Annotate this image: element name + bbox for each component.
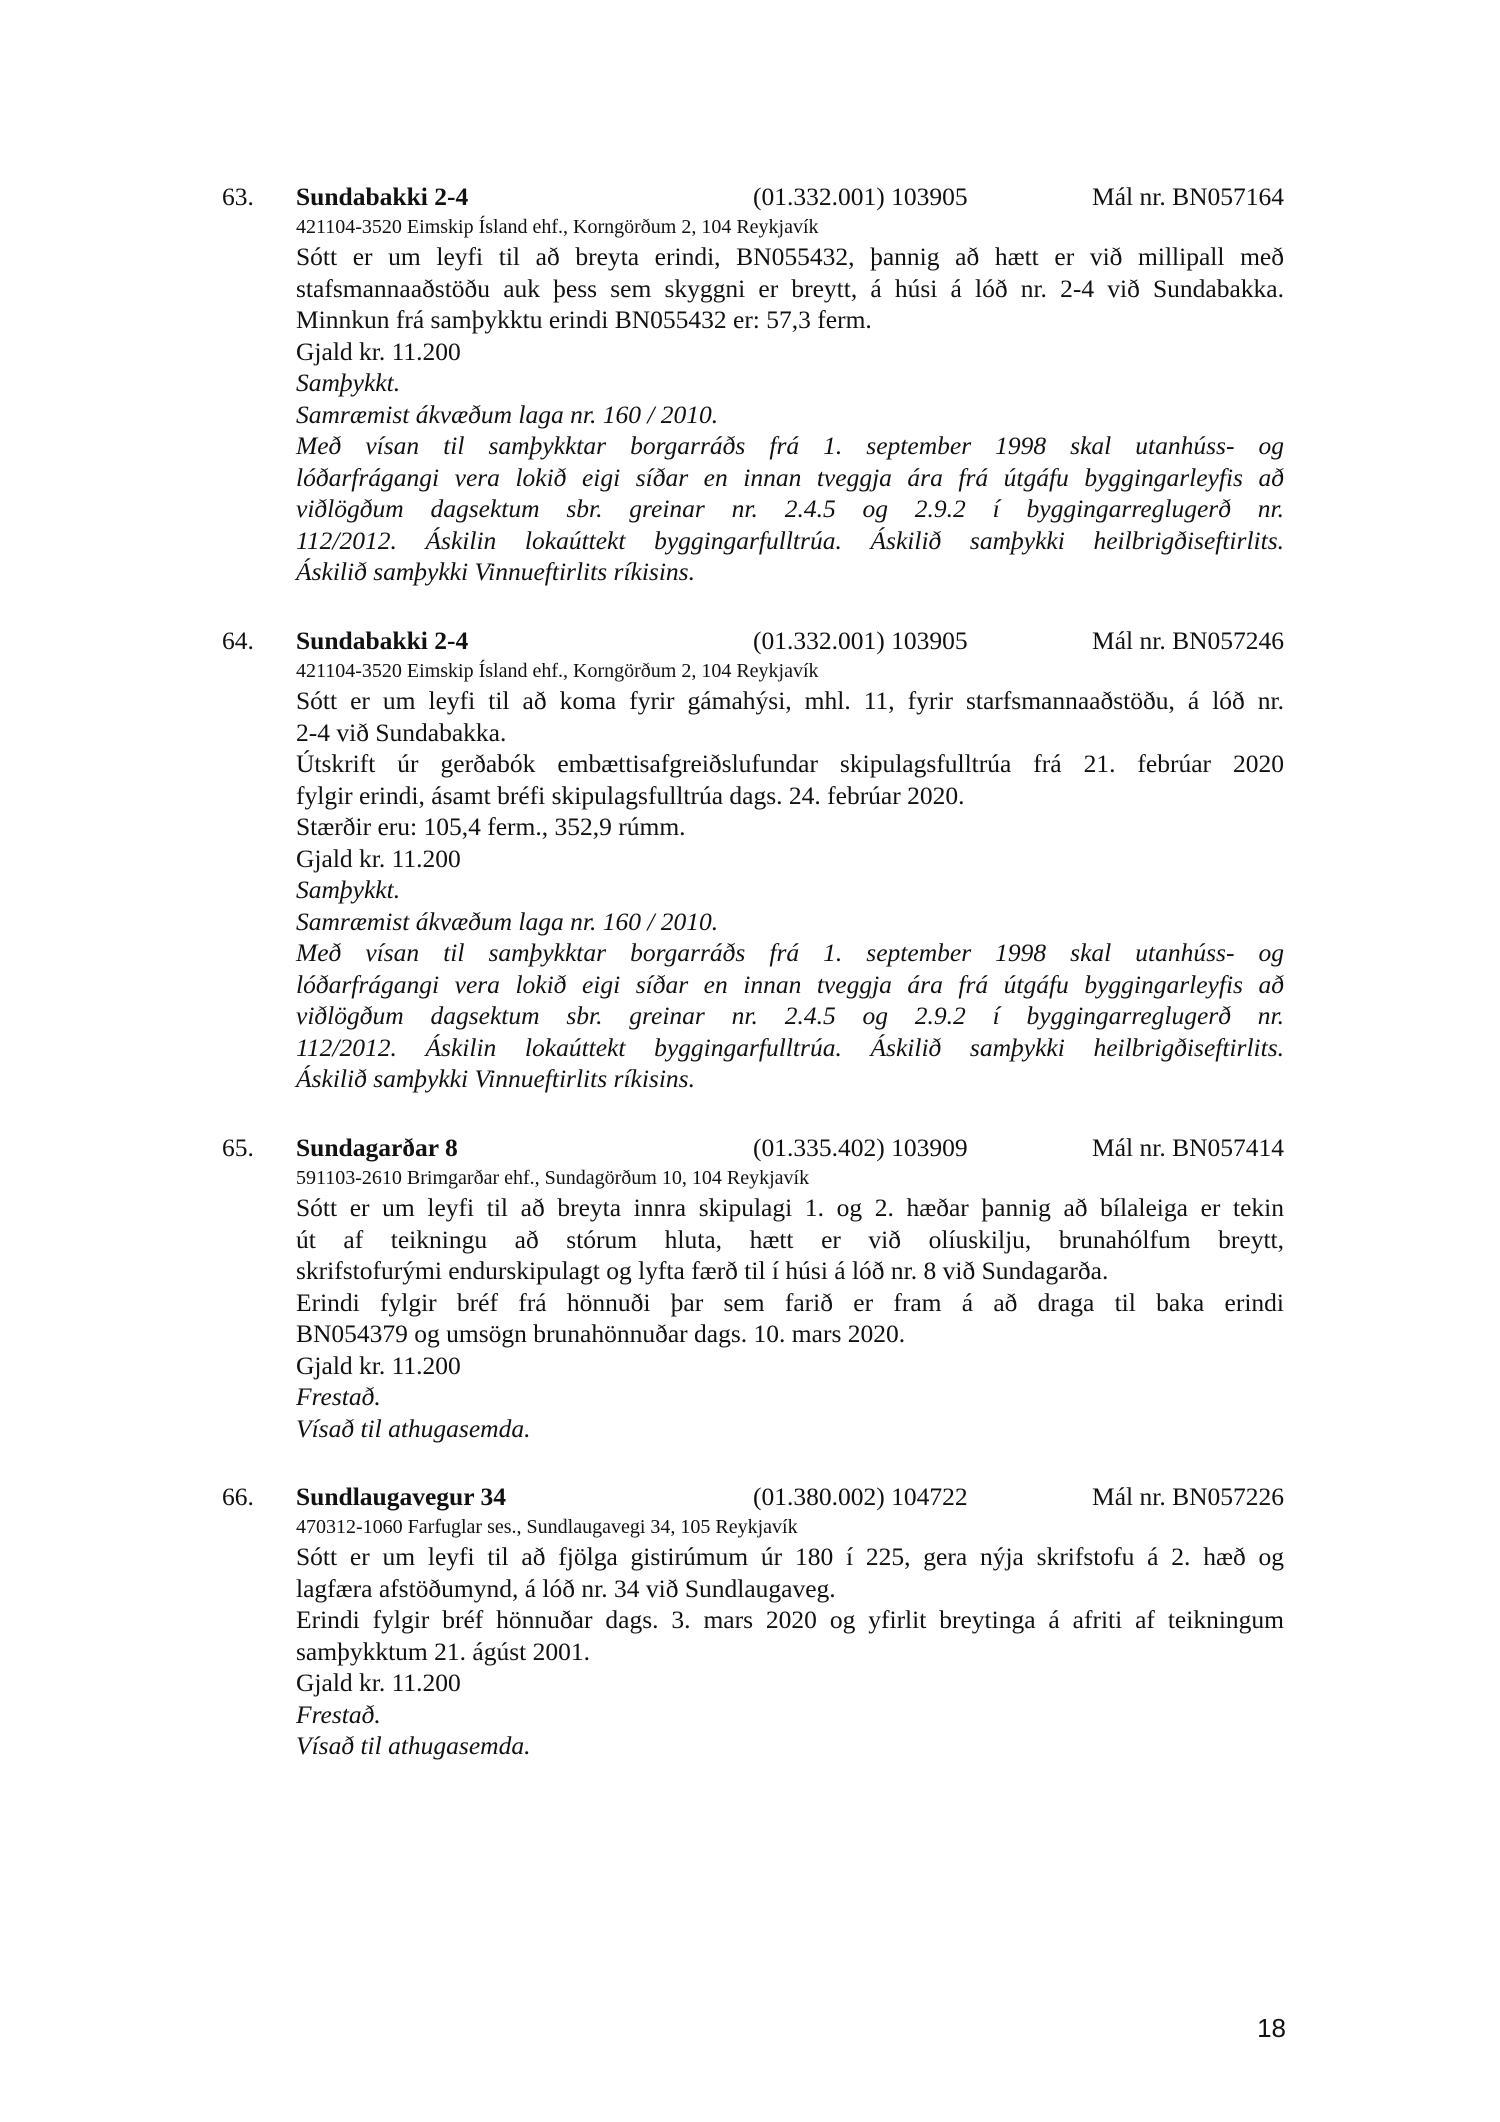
entry-note-line: Áskilið samþykki Vinnueftirlits ríkisins. [296,557,695,586]
entry-note-line: Vísað til athugasemda. [296,1731,531,1760]
entry-decision: Samþykkt. [296,368,401,397]
entry-body [296,658,1284,1095]
entry-address: Sundagarðar 8 [296,1133,458,1162]
entry-note-line: Með vísan til samþykktar borgarráðs frá 1. september 1998 skal utanhúss- og [296,431,1284,460]
entry-text-line: Minnkun frá samþykktu erindi BN055432 er: 57,3 ferm. [296,305,872,334]
entry-note-line: lóðarfrágangi vera lokið eigi síðar en innan tveggja ára frá útgáfu byggingarleyfis að [296,969,1284,999]
entry-text-line: Útskrift úr gerðabók embættisafgreiðslufundar skipulagsfulltrúa frá 21. febrúar 2020 [296,749,1284,778]
entry-fee: Gjald kr. 11.200 [296,1350,461,1380]
entry-address: Sundlaugavegur 34 [296,1482,506,1511]
entry-address: Sundabakki 2-4 [296,182,469,211]
page-number: 18 [1257,2013,1286,2043]
entry-applicant: 421104-3520 Eimskip Ísland ehf., Korngörðum 2, 104 Reykjavík [296,216,819,238]
entry-number: 63. [222,182,254,211]
entry-land-number: (01.335.402) 103909 [753,1133,968,1162]
entry-note-line: 112/2012. Áskilin lokaúttekt byggingarfulltrúa. Áskilið samþykki heilbrigðiseftirlits. [296,1032,1284,1062]
entry-text-line: Stærðir eru: 105,4 ferm., 352,9 rúmm. [296,812,686,841]
entry-text-line: BN054379 og umsögn brunahönnuðar dags. 10. mars 2020. [296,1319,906,1348]
entry-text-line: lagfæra afstöðumynd, á lóð nr. 34 við Sundlaugaveg. [296,1573,836,1603]
entry-note-line: lóðarfrágangi vera lokið eigi síðar en innan tveggja ára frá útgáfu byggingarleyfis að [296,462,1284,492]
entry-number: 66. [222,1482,254,1511]
entry-text-line: stafsmannaaðstöðu auk þess sem skyggni er breytt, á húsi á lóð nr. 2-4 við Sundabakka. [296,273,1284,303]
entry-case-number: Mál nr. BN057226 [1092,1482,1284,1511]
entry-text-line: samþykktum 21. ágúst 2001. [296,1636,590,1666]
entry-note-line: Samræmist ákvæðum laga nr. 160 / 2010. [296,906,719,936]
entry-text-line: Erindi fylgir bréf hönnuðar dags. 3. mars 2020 og yfirlit breytinga á afriti af teikningum [296,1605,1284,1634]
entry-note-line: viðlögðum dagsektum sbr. greinar nr. 2.4.5 og 2.9.2 í byggingarreglugerð nr. [296,494,1284,523]
case-entry-66 [222,1480,1284,1762]
entry-case-number: Mál nr. BN057164 [1092,182,1284,211]
case-entry-64 [222,624,1284,1095]
entry-decision: Frestað. [296,1699,381,1729]
entry-fee: Gjald kr. 11.200 [296,843,461,873]
entry-decision: Frestað. [296,1382,381,1411]
entry-text-line: Sótt er um leyfi til að breyta innra skipulagi 1. og 2. hæðar þannig að bílaleiga er tekin [296,1193,1284,1222]
entry-note-line: Með vísan til samþykktar borgarráðs frá 1. september 1998 skal utanhúss- og [296,938,1284,967]
entry-note-line: viðlögðum dagsektum sbr. greinar nr. 2.4.5 og 2.9.2 í byggingarreglugerð nr. [296,1001,1284,1030]
entry-land-number: (01.332.001) 103905 [753,626,968,655]
entry-fee: Gjald kr. 11.200 [296,1668,461,1697]
entry-note-line: 112/2012. Áskilin lokaúttekt byggingarfulltrúa. Áskilið samþykki heilbrigðiseftirlits. [296,525,1284,555]
entry-text-line: skrifstofurými endurskipulagt og lyfta færð til í húsi á lóð nr. 8 við Sundagarða. [296,1256,1109,1285]
entry-case-number: Mál nr. BN057246 [1092,626,1284,655]
entry-address: Sundabakki 2-4 [296,626,469,655]
entry-land-number: (01.380.002) 104722 [753,1482,968,1511]
entry-body [296,1514,1284,1762]
case-entry-63 [222,180,1284,588]
entry-fee: Gjald kr. 11.200 [296,336,461,366]
entry-header [222,1480,1284,1514]
entry-applicant: 470312-1060 Farfuglar ses., Sundlaugavegi 34, 105 Reykjavík [296,1516,798,1538]
entry-header [222,624,1284,658]
entry-applicant: 591103-2610 Brimgarðar ehf., Sundagörðum 10, 104 Reykjavík [296,1167,810,1189]
entry-land-number: (01.332.001) 103905 [753,182,968,211]
entry-note-line: Áskilið samþykki Vinnueftirlits ríkisins. [296,1064,695,1093]
entry-body [296,214,1284,588]
entry-applicant: 421104-3520 Eimskip Ísland ehf., Korngörðum 2, 104 Reykjavík [296,660,819,682]
entry-text-line: Sótt er um leyfi til að fjölga gistirúmum úr 180 í 225, gera nýja skrifstofu á 2. hæð og [296,1542,1284,1571]
entry-text-line: Erindi fylgir bréf frá hönnuði þar sem farið er fram á að draga til baka erindi [296,1287,1284,1317]
entry-note-line: Vísað til athugasemda. [296,1413,531,1443]
entry-case-number: Mál nr. BN057414 [1092,1133,1284,1162]
entry-text-line: 2-4 við Sundabakka. [296,717,507,747]
entry-number: 64. [222,626,254,655]
entry-text-line: Sótt er um leyfi til að koma fyrir gámahýsi, mhl. 11, fyrir starfsmannaaðstöðu, á lóð nr. [296,686,1284,715]
entry-number: 65. [222,1133,254,1162]
entry-text-line: fylgir erindi, ásamt bréfi skipulagsfulltrúa dags. 24. febrúar 2020. [296,780,965,810]
entry-decision: Samþykkt. [296,875,401,904]
entry-header [222,180,1284,214]
entry-note-line: Samræmist ákvæðum laga nr. 160 / 2010. [296,399,719,429]
entry-header [222,1131,1284,1165]
entry-body [296,1165,1284,1444]
entry-text-line: Sótt er um leyfi til að breyta erindi, BN055432, þannig að hætt er við millipall með [296,242,1284,271]
entry-text-line: út af teikningu að stórum hluta, hætt er við olíuskilju, brunahólfum breytt, [296,1224,1284,1254]
case-entry-65 [222,1131,1284,1444]
